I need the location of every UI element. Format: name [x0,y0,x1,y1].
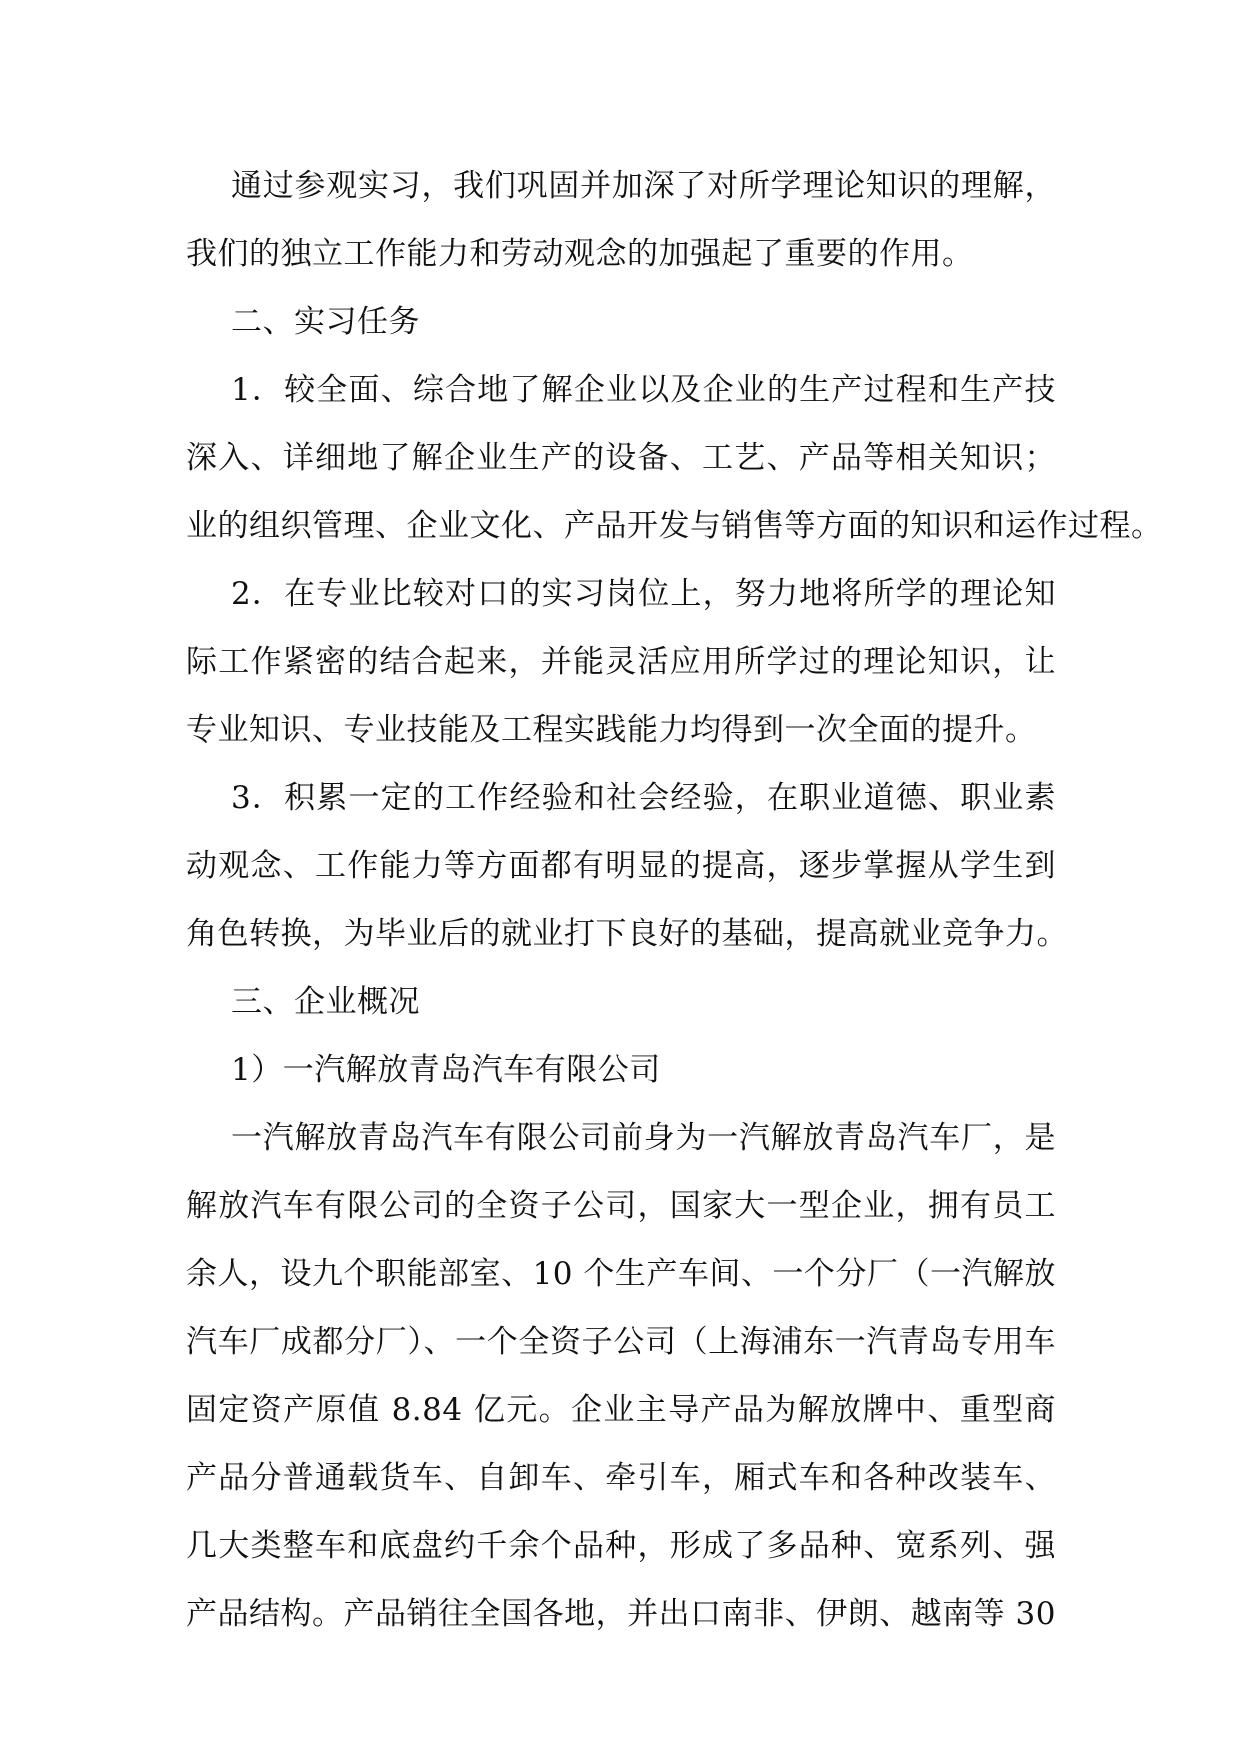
paragraph-line: 我们的独立工作能力和劳动观念的加强起了重要的作用。 [186,236,974,272]
paragraph-line: 3．积累一定的工作经验和社会经验，在职业道德、职业素 [231,780,1056,816]
paragraph-line: 产品分普通载货车、自卸车、牵引车，厢式车和各种改装车、 [186,1460,1056,1496]
paragraph-line: 解放汽车有限公司的全资子公司，国家大一型企业，拥有员工 [186,1188,1056,1224]
paragraph-line: 动观念、工作能力等方面都有明显的提高，逐步掌握从学生到 [186,848,1056,884]
paragraph-line: 1．较全面、综合地了解企业以及企业的生产过程和生产技 [231,372,1056,408]
document-body [186,152,1163,1648]
paragraph-line: 固定资产原值 8.84 亿元。企业主导产品为解放牌中、重型商 [186,1392,1056,1428]
subsection-heading: 1）一汽解放青岛汽车有限公司 [231,1052,661,1088]
paragraph-line: 专业知识、专业技能及工程实践能力均得到一次全面的提升。 [186,712,1037,748]
paragraph-line: 汽车厂成都分厂）、一个全资子公司（上海浦东一汽青岛专用车 [186,1324,1056,1360]
paragraph-line: 几大类整车和底盘约千余个品种，形成了多品种、宽系列、强 [186,1528,1056,1564]
section-heading: 二、实习任务 [231,304,420,340]
paragraph-line: 一汽解放青岛汽车有限公司前身为一汽解放青岛汽车厂，是 [231,1120,1056,1156]
paragraph-line: 业的组织管理、企业文化、产品开发与销售等方面的知识和运作过程。 [186,508,1163,544]
paragraph-line: 通过参观实习，我们巩固并加深了对所学理论知识的理解， [231,168,1056,204]
paragraph-line: 余人，设九个职能部室、10 个生产车间、一个分厂（一汽解放 [186,1256,1056,1292]
paragraph-line: 2．在专业比较对口的实习岗位上，努力地将所学的理论知 [231,576,1056,612]
section-heading: 三、企业概况 [231,984,420,1020]
paragraph-line: 角色转换，为毕业后的就业打下良好的基础，提高就业竞争力。 [186,916,1068,952]
paragraph-line: 产品结构。产品销往全国各地，并出口南非、伊朗、越南等 30 [186,1596,1056,1632]
paragraph-line: 际工作紧密的结合起来，并能灵活应用所学过的理论知识，让 [186,644,1056,680]
paragraph-line: 深入、详细地了解企业生产的设备、工艺、产品等相关知识； [186,440,1056,476]
